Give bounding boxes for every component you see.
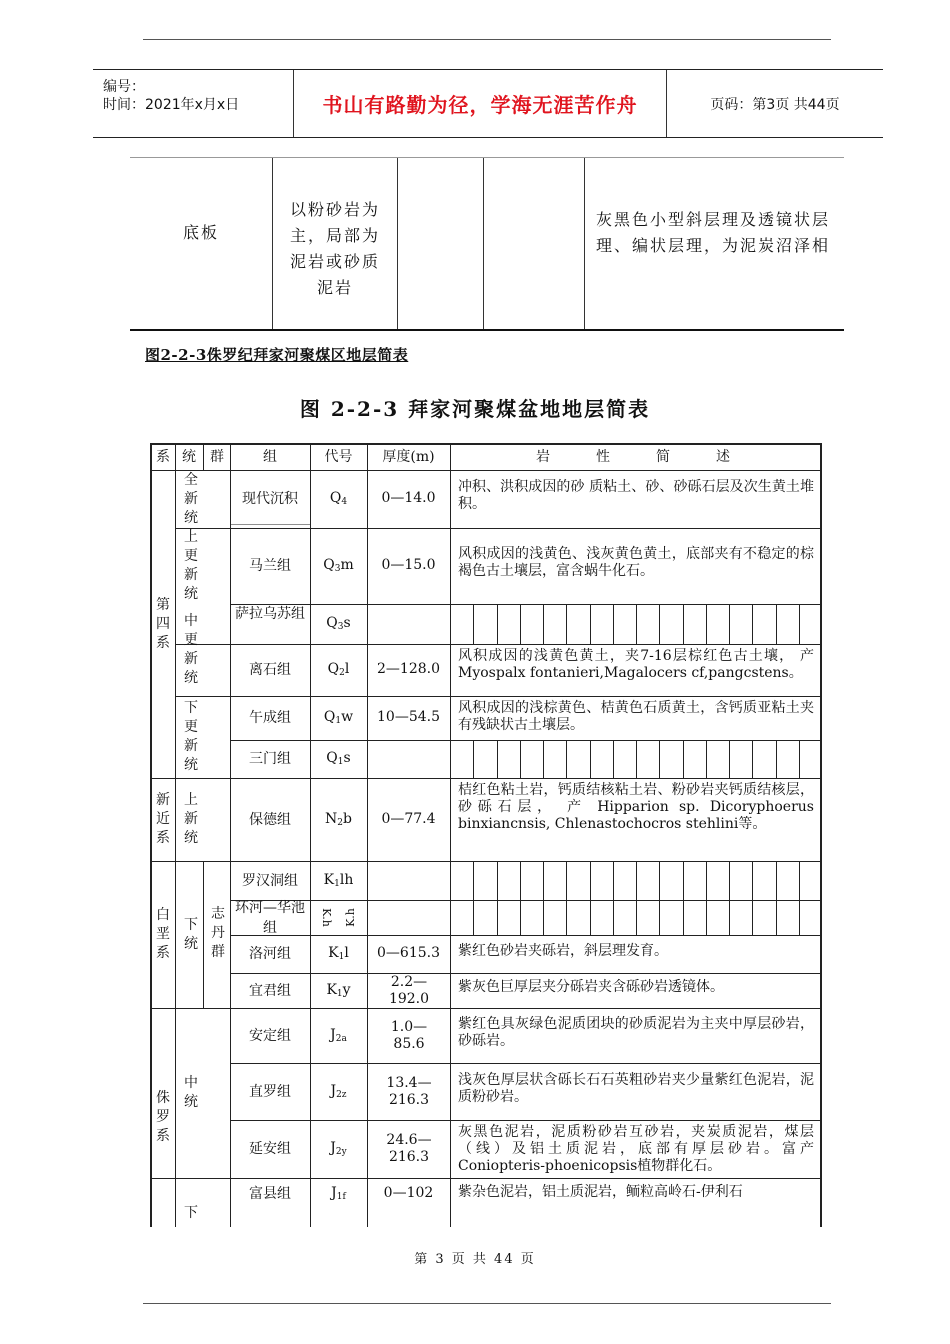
- thickness-value: 24.6—216.3: [386, 1132, 432, 1165]
- series-middle-pleistocene: 中更新统: [184, 613, 198, 686]
- caption-small: 图2-2-3侏罗纪拜家河聚煤区地层简表: [145, 346, 409, 364]
- formation-code: $Q_3s$: [326, 615, 351, 632]
- series-lower-cretaceous: 下统: [184, 916, 198, 952]
- formation-name: 宜君组: [249, 982, 291, 999]
- series-rule: [175, 696, 230, 697]
- thickness-value: 0—615.3: [377, 945, 440, 961]
- empty-grid-rule: [520, 861, 521, 935]
- formation-name: 马兰组: [249, 558, 291, 574]
- header-meta: [93, 70, 294, 137]
- column-rule: [175, 443, 176, 1227]
- strata-table: [150, 443, 822, 1227]
- empty-grid-rule: [659, 740, 660, 778]
- header-series: 统: [182, 449, 196, 465]
- row-rule: [230, 1120, 822, 1121]
- empty-grid-rule: [520, 604, 521, 644]
- empty-grid-rule: [566, 740, 567, 778]
- formation-code: $K_1lh$: [323, 871, 354, 889]
- row-rule: [230, 900, 822, 901]
- formation-name: 环河—华池组: [235, 899, 305, 936]
- lithology-description: 紫红色具灰绿色泥质团块的砂质泥岩为主夹中厚层砂岩，砂砾岩。: [458, 1015, 814, 1049]
- header-rule: [150, 470, 822, 471]
- series-rule: [175, 1178, 230, 1179]
- thickness-value: 1.0—85.6: [390, 1018, 428, 1052]
- fragment-lithology: 以粉砂岩为主，局部为泥岩或砂质泥岩: [289, 200, 380, 297]
- series-holocene: 全新统: [184, 472, 198, 526]
- series-upper-pleistocene: 上更新统: [184, 529, 198, 602]
- empty-grid-rule: [776, 740, 777, 778]
- header-motto: 书山有路勤为径，学海无涯苦作舟: [294, 70, 667, 137]
- formation-name: 午成组: [249, 710, 291, 726]
- empty-grid-rule: [520, 740, 521, 778]
- formation-name: 离石组: [249, 662, 291, 678]
- formation-name: 富县组: [249, 1185, 291, 1202]
- thickness-value: 0—77.4: [381, 810, 436, 827]
- empty-grid-rule: [799, 604, 800, 644]
- empty-grid-rule: [729, 604, 730, 644]
- empty-grid-rule: [683, 604, 684, 644]
- row-rule: [150, 1008, 822, 1009]
- row-rule: [150, 778, 822, 779]
- empty-grid-rule: [613, 740, 614, 778]
- page-footer: 第 3 页 共 44 页: [414, 1252, 536, 1267]
- series-lower-jurassic: 下: [184, 1205, 198, 1221]
- row-rule: [230, 1063, 822, 1064]
- formation-code: $Q_2l$: [327, 661, 350, 678]
- empty-grid-rule: [543, 740, 544, 778]
- empty-grid-rule: [799, 861, 800, 935]
- fragment-name: 底板: [182, 223, 219, 242]
- thickness-value: 10—54.5: [377, 709, 440, 725]
- row-rule: [230, 524, 310, 525]
- fragment-description: 灰黑色小型斜层理及透镜状层理、编状层理，为泥炭沼泽相: [596, 210, 831, 255]
- series-middle-jurassic: 中统: [184, 1075, 198, 1110]
- page-header: [93, 69, 883, 138]
- system-neogene: 新近系: [156, 792, 170, 846]
- formation-code: $Q_1w$: [323, 709, 354, 726]
- lithology-description: 紫杂色泥岩，铝土质泥岩，鲕粒高岭石-伊利石: [458, 1184, 743, 1200]
- formation-name: 现代沉积: [242, 491, 298, 507]
- thickness-value: 2—128.0: [377, 661, 440, 677]
- header-code: 代号: [324, 449, 353, 465]
- column-rule: [203, 443, 204, 470]
- formation-name: 保德组: [249, 811, 291, 828]
- lithology-description: 桔红色粘土岩，钙质结核粘土岩、粉砂岩夹钙质结核层， 砂砾石层， 产 Hipparion sp. Dicoryphoerus binxiancnsis, Chlenastochocros stehlini等。: [458, 782, 814, 832]
- formation-code: $J_{2a}$: [330, 1026, 347, 1044]
- lithology-description: 紫红色砂岩夹砾岩，斜层理发育。: [458, 942, 668, 959]
- empty-grid-rule: [590, 740, 591, 778]
- column-rule: [450, 443, 451, 1227]
- series-lower-pleistocene: 下更新统: [184, 700, 198, 773]
- series-pliocene: 上新统: [184, 792, 198, 846]
- lithology-description: 风积成因的浅黄色黄土，夹7-16层棕红色古土壤， 产 Myospalx fontanieri,Magalocers cf,pangcstens。: [458, 648, 814, 681]
- empty-grid-rule: [683, 861, 684, 935]
- empty-grid-rule: [636, 604, 637, 644]
- header-description: 岩 性 简 述: [536, 449, 736, 465]
- header-system: 系: [156, 449, 170, 465]
- empty-grid-rule: [613, 861, 614, 935]
- column-rule: [230, 443, 231, 1227]
- lithology-description: 灰黑色泥岩，泥质粉砂岩互砂岩，夹炭质泥岩，煤层（线）及铝土质泥岩，底部有厚层砂岩。富产 Coniopteris-phoenicopsis植物群化石。: [458, 1124, 814, 1174]
- empty-grid-rule: [752, 861, 753, 935]
- table-right-border: [820, 443, 822, 1227]
- empty-grid-rule: [543, 861, 544, 935]
- formation-code: $K_1l$: [328, 945, 349, 962]
- formation-code: K.h K.h: [320, 907, 357, 927]
- empty-grid-rule: [776, 861, 777, 935]
- row-rule: [230, 696, 822, 697]
- row-rule: [230, 935, 822, 936]
- header-formation: 组: [263, 449, 277, 465]
- empty-grid-rule: [497, 604, 498, 644]
- table-title: 图 2-2-3 拜家河聚煤盆地地层简表: [299, 397, 651, 421]
- formation-code: $J_{2y}$: [330, 1140, 347, 1157]
- formation-name: 直罗组: [249, 1083, 291, 1100]
- empty-grid-rule: [799, 740, 800, 778]
- formation-name: 安定组: [249, 1027, 291, 1044]
- bottom-rule: [143, 1303, 831, 1304]
- row-rule: [175, 644, 822, 645]
- thickness-value: 0—15.0: [381, 557, 436, 573]
- row-rule: [150, 1178, 822, 1179]
- system-jurassic: 侏罗系: [156, 1090, 170, 1144]
- formation-code: $J_{1f}$: [331, 1184, 346, 1202]
- formation-code: $J_{2z}$: [330, 1082, 347, 1100]
- empty-grid-rule: [706, 740, 707, 778]
- empty-grid-rule: [590, 604, 591, 644]
- thickness-value: 0—14.0: [381, 490, 436, 506]
- table-left-border: [150, 443, 152, 1227]
- system-quaternary: 第四系: [156, 597, 170, 651]
- formation-code: $Q_4$: [329, 490, 348, 507]
- empty-grid-rule: [752, 740, 753, 778]
- number-label: 编号：: [103, 79, 145, 95]
- system-cretaceous: 白垩系: [156, 907, 170, 961]
- formation-name: 延安组: [249, 1141, 291, 1157]
- empty-grid-rule: [636, 861, 637, 935]
- formation-code: $Q_3m$: [323, 557, 354, 574]
- empty-grid-rule: [590, 861, 591, 935]
- empty-grid-rule: [706, 861, 707, 935]
- empty-grid-rule: [543, 604, 544, 644]
- empty-grid-rule: [497, 861, 498, 935]
- lithology-description: 紫灰色巨厚层夹分砾岩夹含砾砂岩透镜体。: [458, 979, 724, 995]
- empty-grid-rule: [729, 740, 730, 778]
- empty-grid-rule: [473, 604, 474, 644]
- row-rule: [230, 740, 822, 741]
- thickness-value: 13.4—216.3: [386, 1074, 432, 1108]
- column-rule: [367, 443, 368, 1227]
- lithology-description: 风积成因的浅棕黄色、桔黄色石质黄土，含钙质亚粘土夹有残缺状古土壤层。: [458, 700, 814, 733]
- empty-grid-rule: [473, 861, 474, 935]
- table-top-border: [150, 443, 822, 445]
- empty-grid-rule: [659, 861, 660, 935]
- empty-grid-rule: [706, 604, 707, 644]
- empty-grid-rule: [752, 604, 753, 644]
- lithology-description: 冲积、洪积成因的砂 质粘土、砂、砂砾石层及次生黄土堆积。: [458, 479, 814, 512]
- formation-code: $N_2b$: [325, 810, 352, 828]
- thickness-value: 0—102: [383, 1184, 434, 1201]
- formation-name: 罗汉洞组: [242, 872, 298, 889]
- empty-grid-rule: [683, 740, 684, 778]
- row-rule: [150, 861, 822, 862]
- thickness-value: 2.2—192.0: [388, 973, 430, 1007]
- column-rule-group: [203, 861, 204, 1008]
- empty-grid-rule: [613, 604, 614, 644]
- empty-grid-rule: [729, 861, 730, 935]
- empty-grid-rule: [636, 740, 637, 778]
- formation-code: $Q_1s$: [326, 750, 351, 767]
- group-zhidan: 志丹群: [211, 905, 225, 960]
- continued-table-fragment: [130, 157, 844, 331]
- empty-grid-rule: [566, 861, 567, 935]
- lithology-description: 风积成因的浅黄色、浅灰黄色黄土，底部夹有不稳定的棕褐色古土壤层，富含蜗牛化石。: [458, 546, 814, 579]
- formation-name: 三门组: [249, 751, 291, 767]
- row-rule: [175, 528, 822, 529]
- header-thickness: 厚度(m): [382, 449, 435, 465]
- formation-code: $K_1y$: [326, 981, 351, 999]
- empty-grid-rule: [473, 740, 474, 778]
- empty-grid-rule: [776, 604, 777, 644]
- row-rule: [230, 973, 822, 974]
- top-rule: [143, 39, 831, 40]
- formation-name: 洛河组: [249, 946, 291, 962]
- empty-grid-rule: [659, 604, 660, 644]
- header-group: 群: [210, 449, 224, 465]
- time-label: 时间：2021年x月x日: [103, 97, 240, 113]
- row-rule: [230, 604, 822, 605]
- formation-name: 萨拉乌苏组: [235, 606, 305, 622]
- lithology-description: 浅灰色厚层状含砾长石石英粗砂岩夹少量紫红色泥岩，泥质粉砂岩。: [458, 1071, 814, 1105]
- empty-grid-rule: [497, 740, 498, 778]
- header-page: 页码：第3页 共44页: [710, 96, 840, 113]
- empty-grid-rule: [566, 604, 567, 644]
